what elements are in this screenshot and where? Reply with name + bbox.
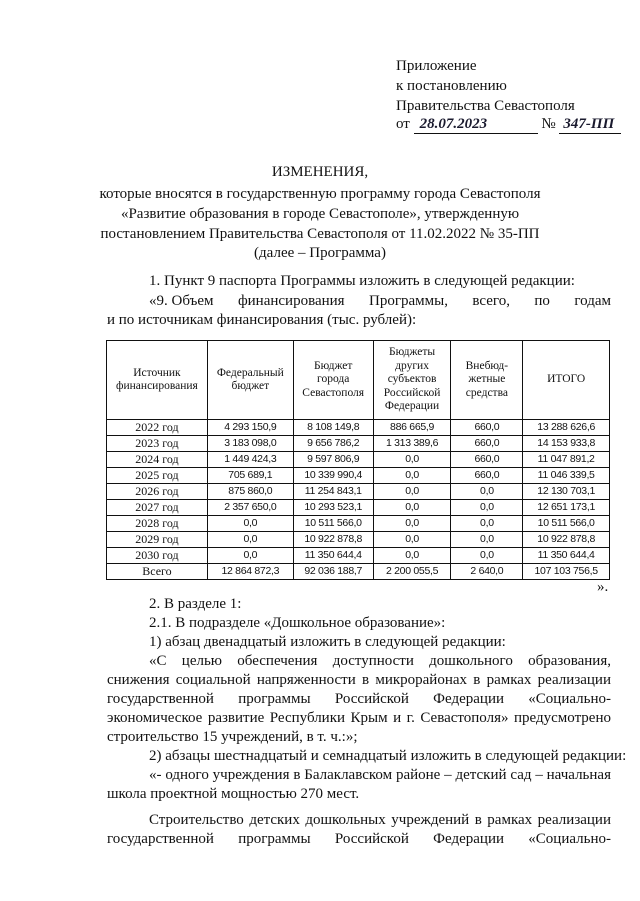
table-row	[107, 420, 610, 436]
item-9-line-1	[149, 292, 611, 310]
quote-1-line-1: «С целью обеспечения доступности дошкольного образования,	[149, 653, 611, 669]
table-row	[107, 484, 610, 500]
cell: 2 200 055,5	[373, 564, 451, 580]
cell: 0,0	[373, 532, 451, 548]
heading-line-3: постановлением Правительства Севастополя от 11.02.2022 № 35-ПП	[100, 226, 540, 242]
appendix-line-3: Правительства Севастополя	[396, 98, 575, 114]
cell: 10 511 566,0	[293, 516, 373, 532]
heading-line-4: (далее – Программа)	[254, 245, 386, 261]
appendix-line-2: к постановлению	[396, 78, 507, 94]
table-header-row	[107, 341, 610, 420]
cell: 2026 год	[107, 484, 208, 500]
item-9-word: годам	[574, 293, 611, 309]
table-row	[107, 500, 610, 516]
cell: 1 313 389,6	[373, 436, 451, 452]
cell: 660,0	[451, 468, 523, 484]
table-row	[107, 468, 610, 484]
table-row	[107, 548, 610, 564]
appendix-date-line	[396, 115, 621, 134]
cell: 0,0	[373, 548, 451, 564]
quote-1-line-2: снижения социальной напряженности в микрорайонах в рамках реализации	[107, 672, 611, 688]
table-row	[107, 532, 610, 548]
quote-2-line-1: «- одного учреждения в Балаклавском районе – детский сад – начальная	[149, 767, 611, 783]
cell: 13 288 626,6	[523, 420, 610, 436]
cell: 705 689,1	[207, 468, 293, 484]
paragraph-1: 1) абзац двенадцатый изложить в следующей редакции:	[149, 634, 506, 650]
decree-number: 347-ПП	[559, 115, 621, 134]
item-9-word: «9. Объем	[149, 293, 214, 309]
item-1: 1. Пункт 9 паспорта Программы изложить в следующей редакции:	[149, 273, 575, 289]
cell: Всего	[107, 564, 208, 580]
cell: 92 036 188,7	[293, 564, 373, 580]
decree-date: 28.07.2023	[414, 115, 538, 134]
cell: 0,0	[373, 484, 451, 500]
cell: 10 922 878,8	[293, 532, 373, 548]
cell: 2024 год	[107, 452, 208, 468]
header-total: ИТОГО	[523, 341, 610, 420]
cell: 2027 год	[107, 500, 208, 516]
cell: 660,0	[451, 420, 523, 436]
cell: 12 651 173,1	[523, 500, 610, 516]
item-9-word: всего,	[472, 293, 510, 309]
cell: 2 357 650,0	[207, 500, 293, 516]
quote-3-line-2: государственной программы Российской Федерации «Социально-	[107, 831, 611, 847]
cell: 0,0	[451, 484, 523, 500]
appendix-line-1: Приложение	[396, 58, 477, 74]
cell: 0,0	[207, 516, 293, 532]
section-2-title: 2. В разделе 1:	[149, 596, 242, 612]
cell: 0,0	[373, 452, 451, 468]
quote-3-line-1: Строительство детских дошкольных учреждений в рамках реализации	[149, 812, 611, 828]
cell: 11 047 891,2	[523, 452, 610, 468]
cell: 2025 год	[107, 468, 208, 484]
from-label: от	[396, 116, 410, 132]
cell: 4 293 150,9	[207, 420, 293, 436]
cell: 2030 год	[107, 548, 208, 564]
cell: 0,0	[451, 532, 523, 548]
cell: 0,0	[451, 548, 523, 564]
heading-line-2: «Развитие образования в городе Севастополе», утвержденную	[120, 206, 520, 222]
cell: 875 860,0	[207, 484, 293, 500]
section-2-1: 2.1. В подразделе «Дошкольное образование»:	[149, 615, 446, 631]
cell: 0,0	[207, 532, 293, 548]
item-9-word: по	[534, 293, 550, 309]
heading-line-1: которые вносятся в государственную программу города Севастополя	[99, 186, 541, 202]
cell: 660,0	[451, 436, 523, 452]
cell: 2022 год	[107, 420, 208, 436]
cell: 2029 год	[107, 532, 208, 548]
cell: 10 339 990,4	[293, 468, 373, 484]
cell: 11 254 843,1	[293, 484, 373, 500]
number-label: №	[541, 116, 556, 132]
table-row	[107, 436, 610, 452]
cell: 0,0	[373, 468, 451, 484]
header-extrabudget: Внебюд- жетные средства	[451, 341, 523, 420]
item-9-word: финансирования	[237, 293, 345, 309]
quote-1-line-5: строительство 15 учреждений, в т. ч.:»;	[107, 729, 358, 745]
cell: 12 130 703,1	[523, 484, 610, 500]
cell: 12 864 872,3	[207, 564, 293, 580]
cell: 0,0	[451, 500, 523, 516]
cell: 660,0	[451, 452, 523, 468]
cell: 2023 год	[107, 436, 208, 452]
cell: 11 350 644,4	[523, 548, 610, 564]
cell: 10 511 566,0	[523, 516, 610, 532]
cell: 9 597 806,9	[293, 452, 373, 468]
cell: 3 183 098,0	[207, 436, 293, 452]
cell: 0,0	[373, 500, 451, 516]
table-row	[107, 452, 610, 468]
item-9-word: Программы,	[369, 293, 448, 309]
cell: 10 293 523,1	[293, 500, 373, 516]
financing-table	[106, 340, 610, 580]
quote-1-line-3: государственной программы Российской Федерации «Социально-	[107, 691, 611, 707]
cell: 1 449 424,3	[207, 452, 293, 468]
cell: 2 640,0	[451, 564, 523, 580]
cell: 0,0	[451, 516, 523, 532]
cell: 14 153 933,8	[523, 436, 610, 452]
quote-1-line-4: экономическое развитие Республики Крым и г. Севастополя» предусмотрено	[107, 710, 611, 726]
cell: 11 046 339,5	[523, 468, 610, 484]
header-source: Источник финансирования	[107, 341, 208, 420]
cell: 11 350 644,4	[293, 548, 373, 564]
paragraph-2: 2) абзацы шестнадцатый и семнадцатый изложить в следующей редакции:	[149, 748, 627, 764]
cell: 10 922 878,8	[523, 532, 610, 548]
cell: 0,0	[373, 516, 451, 532]
heading-title: ИЗМЕНЕНИЯ,	[271, 164, 369, 180]
cell: 886 665,9	[373, 420, 451, 436]
cell: 9 656 786,2	[293, 436, 373, 452]
table-total-row	[107, 564, 610, 580]
cell: 2028 год	[107, 516, 208, 532]
table-closing-quote: ».	[597, 579, 609, 595]
cell: 107 103 756,5	[523, 564, 610, 580]
table-row	[107, 516, 610, 532]
header-city: Бюджет города Севастополя	[293, 341, 373, 420]
cell: 0,0	[207, 548, 293, 564]
header-federal: Федеральный бюджет	[207, 341, 293, 420]
header-regions: Бюджеты других субъектов Российской Федерации	[373, 341, 451, 420]
item-9-line-2: и по источникам финансирования (тыс. рублей):	[107, 312, 417, 328]
quote-2-line-2: школа проектной мощностью 270 мест.	[107, 786, 360, 802]
cell: 8 108 149,8	[293, 420, 373, 436]
